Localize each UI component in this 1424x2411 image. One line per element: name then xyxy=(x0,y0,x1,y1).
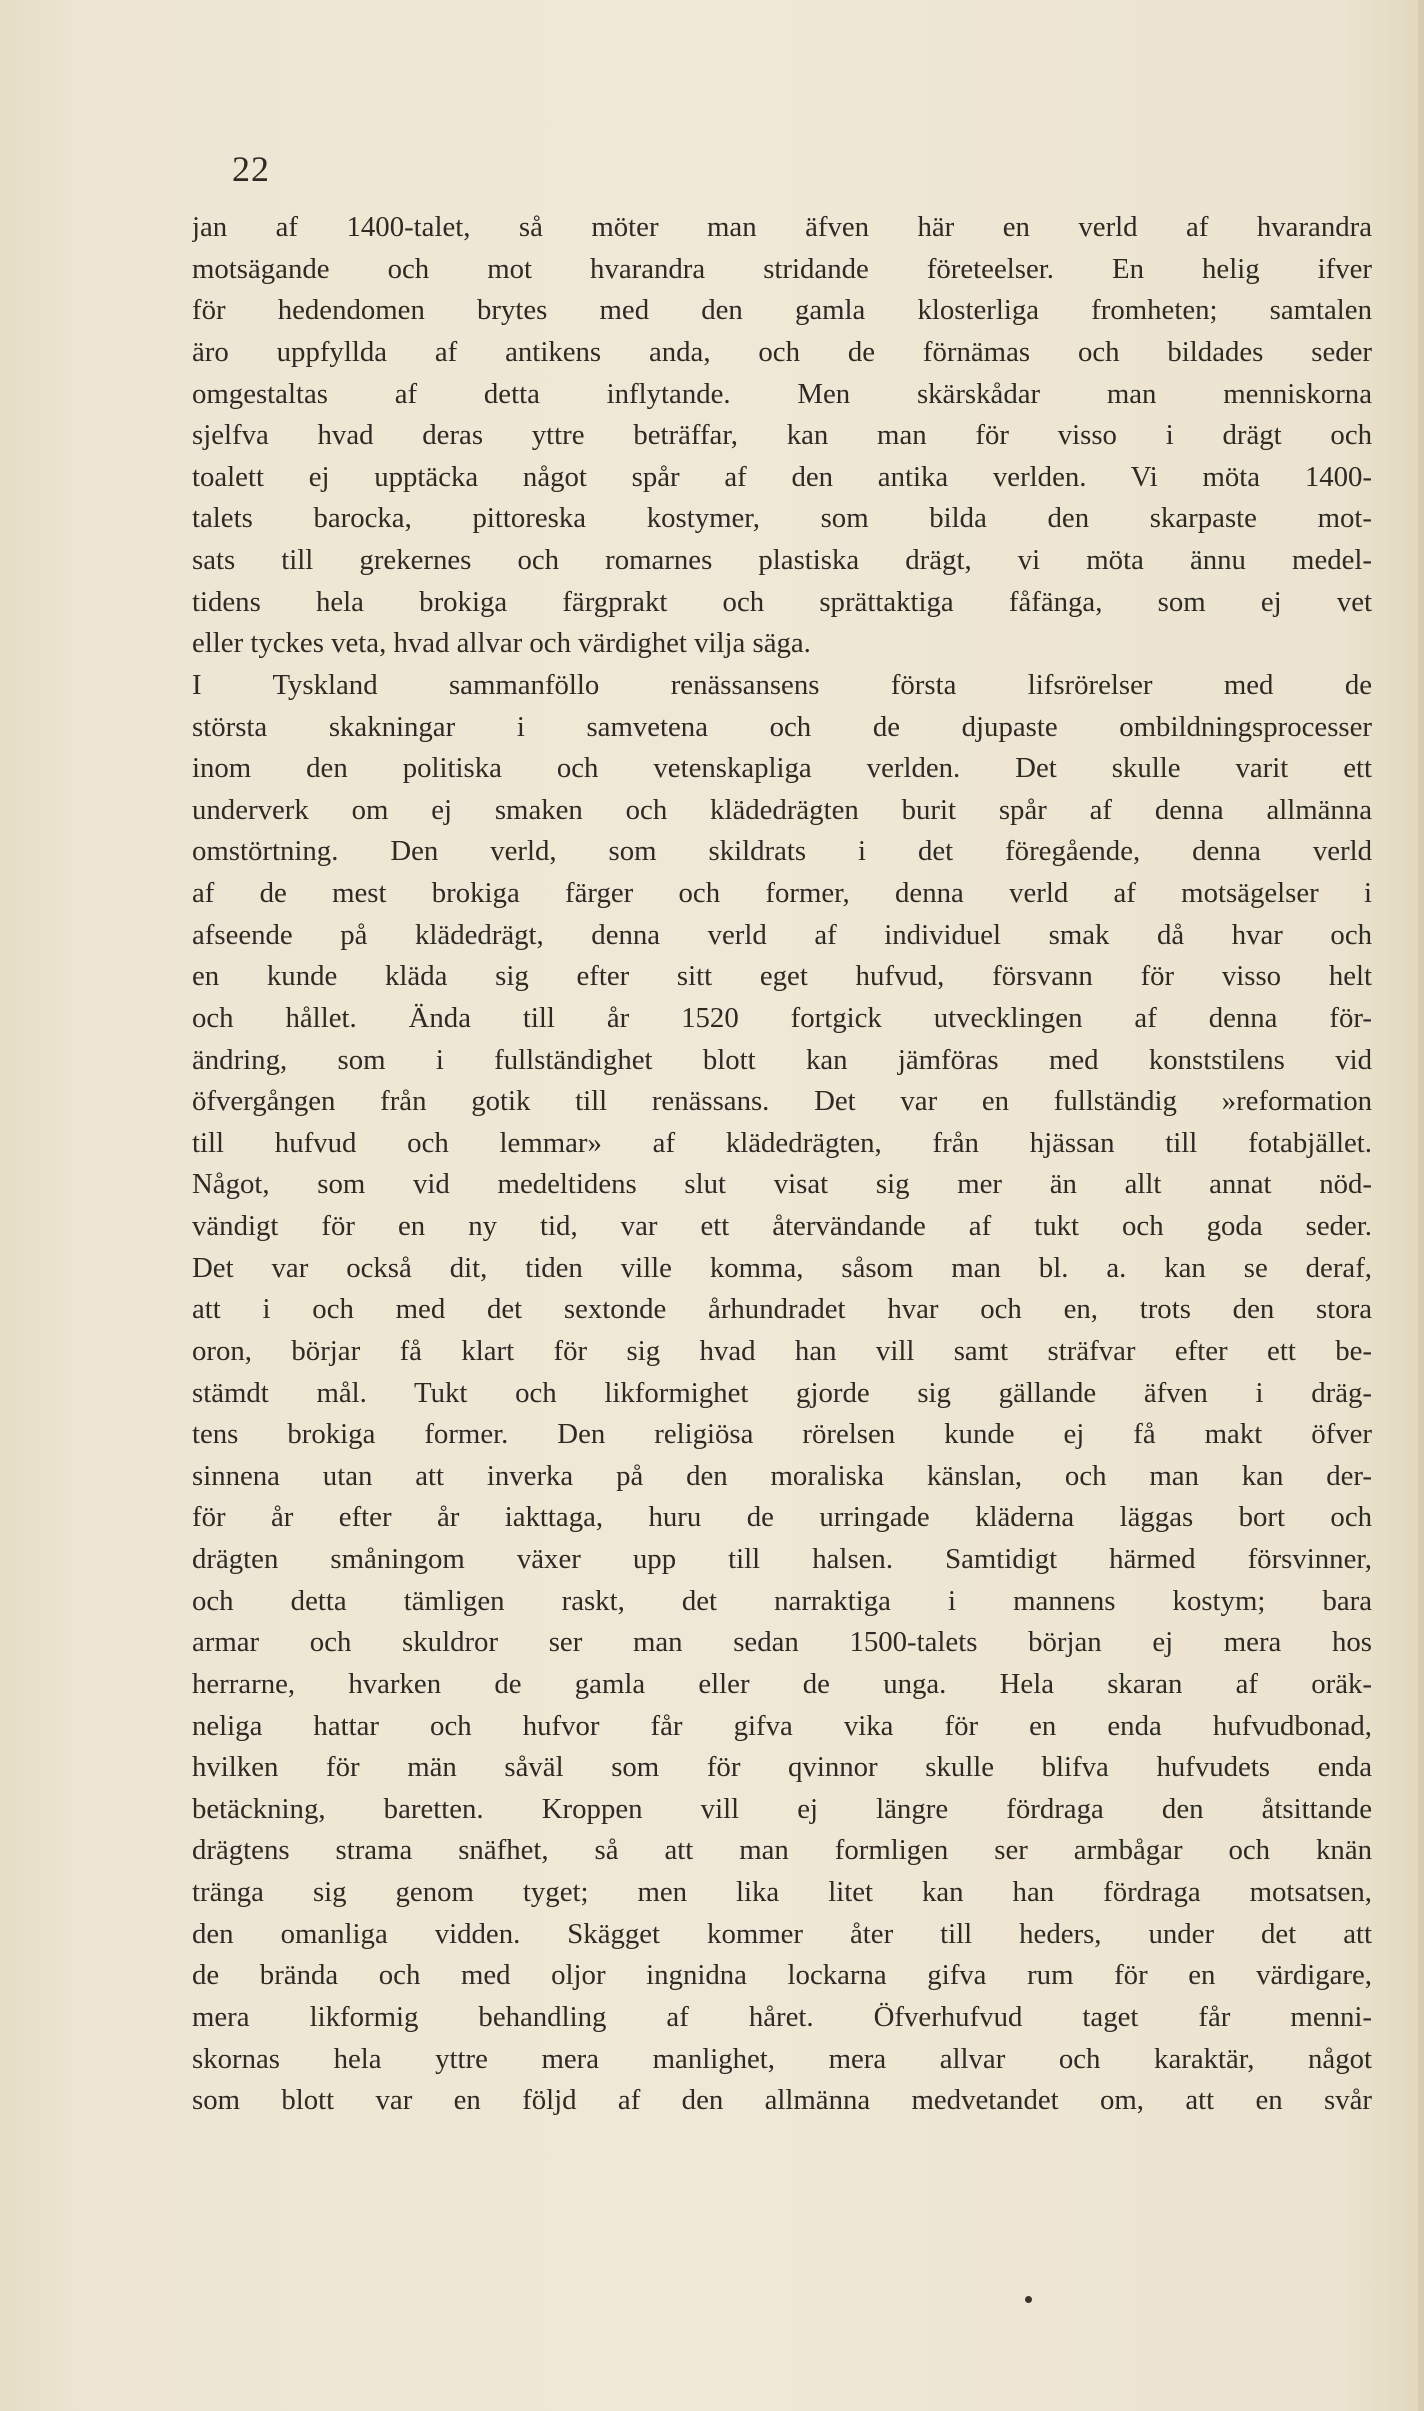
text-line: Det var också dit, tiden ville komma, såsom man bl. a. kan se deraf, xyxy=(192,1251,1372,1284)
printer-mark-dot xyxy=(1025,2296,1032,2303)
text-line: som blott var en följd af den allmänna medvetandet om, att en svår xyxy=(192,2084,1372,2117)
text-line: omstörtning. Den verld, som skildrats i det föregående, denna verld xyxy=(192,835,1372,868)
text-line: vändigt för en ny tid, var ett återvändande af tukt och goda seder. xyxy=(192,1210,1372,1242)
text-line: sjelfva hvad deras yttre beträffar, kan man för visso i drägt och xyxy=(192,419,1372,452)
text-line: drägten småningom växer upp till halsen. Samtidigt härmed försvinner, xyxy=(192,1543,1372,1575)
text-line: stämdt mål. Tukt och likformighet gjorde sig gällande äfven i dräg- xyxy=(192,1376,1372,1409)
page-number: 22 xyxy=(232,149,270,189)
text-line: sinnena utan att inverka på den moraliska känslan, och man kan der- xyxy=(192,1459,1372,1492)
text-line: I Tyskland sammanföllo renässansens första lifsrörelser med de xyxy=(192,668,1372,701)
text-line: toalett ej upptäcka något spår af den antika verlden. Vi möta 1400- xyxy=(192,460,1372,493)
text-line: hvilken för män såväl som för qvinnor skulle blifva hufvudets enda xyxy=(192,1751,1372,1784)
text-line: en kunde kläda sig efter sitt eget hufvud, försvann för visso helt xyxy=(192,960,1372,993)
text-line: för hedendomen brytes med den gamla klosterliga fromheten; samtalen xyxy=(192,294,1372,327)
text-line: betäckning, baretten. Kroppen vill ej längre fördraga den åtsittande xyxy=(192,1792,1372,1825)
body-text xyxy=(192,207,1372,2122)
text-line: och detta tämligen raskt, det narraktiga i mannens kostym; bara xyxy=(192,1584,1372,1617)
text-line: jan af 1400-talet, så möter man äfven här en verld af hvarandra xyxy=(192,211,1372,243)
text-line: och hållet. Ända till år 1520 fortgick utvecklingen af denna för- xyxy=(192,1001,1372,1034)
text-line: af de mest brokiga färger och former, denna verld af motsägelser i xyxy=(192,877,1372,909)
text-line: underverk om ej smaken och klädedrägten burit spår af denna allmänna xyxy=(192,793,1372,826)
text-line: neliga hattar och hufvor får gifva vika för en enda hufvudbonad, xyxy=(192,1709,1372,1742)
text-line: största skakningar i samvetena och de djupaste ombildningsprocesser xyxy=(192,710,1372,743)
text-line: den omanliga vidden. Skägget kommer åter till heders, under det att xyxy=(192,1917,1372,1950)
text-line: herrarne, hvarken de gamla eller de unga. Hela skaran af oräk- xyxy=(192,1667,1372,1700)
text-line: äro uppfyllda af antikens anda, och de förnämas och bildades seder xyxy=(192,335,1372,368)
text-line: öfvergången från gotik till renässans. Det var en fullständig »reformation xyxy=(192,1085,1372,1118)
text-line: mera likformig behandling af håret. Öfverhufvud taget får menni- xyxy=(192,2000,1372,2033)
text-line: att i och med det sextonde århundradet hvar och en, trots den stora xyxy=(192,1293,1372,1326)
text-line: inom den politiska och vetenskapliga verlden. Det skulle varit ett xyxy=(192,752,1372,785)
text-line: talets barocka, pittoreska kostymer, som bilda den skarpaste mot- xyxy=(192,502,1372,535)
text-line: ändring, som i fullständighet blott kan jämföras med konststilens vid xyxy=(192,1043,1372,1076)
text-line: afseende på klädedrägt, denna verld af individuel smak då hvar och xyxy=(192,918,1372,951)
page-edge xyxy=(1418,0,1424,2411)
text-line: till hufvud och lemmar» af klädedrägten, från hjässan till fotabjället. xyxy=(192,1126,1372,1159)
text-line: skornas hela yttre mera manlighet, mera allvar och karaktär, något xyxy=(192,2042,1372,2075)
text-line: drägtens strama snäfhet, så att man formligen ser armbågar och knän xyxy=(192,1834,1372,1867)
text-line: eller tyckes veta, hvad allvar och värdighet vilja säga. xyxy=(192,627,811,660)
text-line: de brända och med oljor ingnidna lockarna gifva rum för en värdigare, xyxy=(192,1959,1372,1992)
text-line: oron, börjar få klart för sig hvad han vill samt sträfvar efter ett be- xyxy=(192,1334,1372,1367)
text-line: armar och skuldror ser man sedan 1500-talets början ej mera hos xyxy=(192,1626,1372,1659)
text-line: tidens hela brokiga färgprakt och sprättaktiga fåfänga, som ej vet xyxy=(192,585,1372,618)
text-line: motsägande och mot hvarandra stridande företeelser. En helig ifver xyxy=(192,252,1372,285)
text-line: för år efter år iakttaga, huru de urringade kläderna läggas bort och xyxy=(192,1501,1372,1534)
text-line: Något, som vid medeltidens slut visat sig mer än allt annat nöd- xyxy=(192,1168,1372,1201)
text-line: tens brokiga former. Den religiösa rörelsen kunde ej få makt öfver xyxy=(192,1418,1372,1451)
text-line: sats till grekernes och romarnes plastiska drägt, vi möta ännu medel- xyxy=(192,544,1372,576)
text-line: omgestaltas af detta inflytande. Men skärskådar man menniskorna xyxy=(192,377,1372,410)
text-line: tränga sig genom tyget; men lika litet kan han fördraga motsatsen, xyxy=(192,1876,1372,1908)
